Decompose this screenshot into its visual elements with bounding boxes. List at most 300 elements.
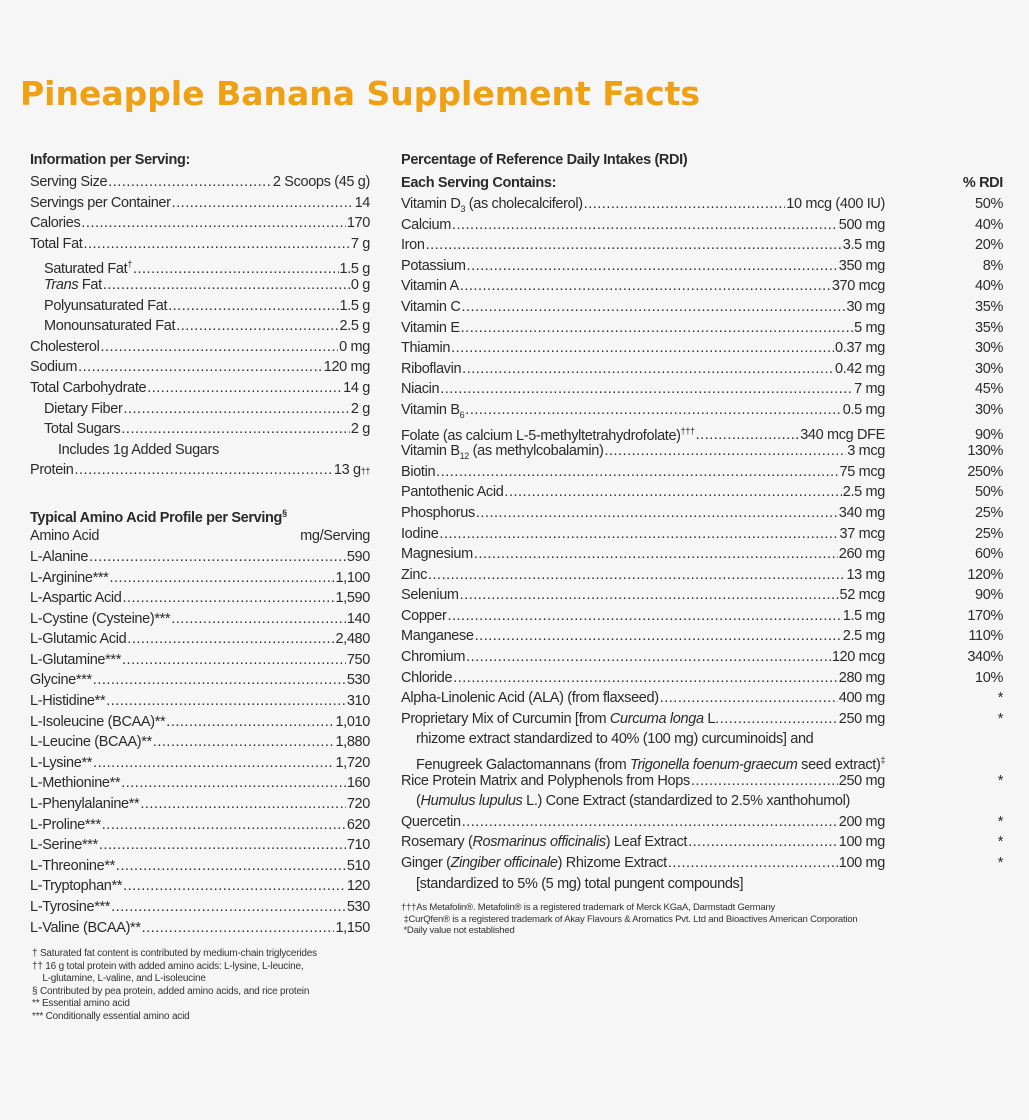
dot-leader <box>172 193 354 214</box>
label-part: L-Serine*** <box>30 837 98 854</box>
row-rdi: 30% <box>975 360 1003 377</box>
row-value: 13 mg <box>846 566 885 583</box>
row-label <box>30 753 92 774</box>
row-rdi: 250% <box>967 463 1003 480</box>
row-label <box>44 316 175 337</box>
row-label <box>401 709 719 730</box>
label-part: L-Isoleucine (BCAA)** <box>30 713 166 730</box>
row-rdi: 40% <box>975 216 1003 233</box>
amino-column-headers <box>30 525 370 547</box>
table-row <box>30 712 370 733</box>
label-part: 12 <box>459 451 469 462</box>
label-part: L-Histidine** <box>30 693 106 710</box>
row-rdi: 50% <box>975 484 1003 501</box>
label-part: Folate (as calcium L-5-methyltetrahydrofolate) <box>401 427 681 444</box>
table-row <box>30 876 370 897</box>
table-row <box>30 275 370 296</box>
dot-leader <box>474 544 838 565</box>
dot-leader <box>466 647 831 668</box>
dot-leader <box>462 359 834 380</box>
row-rdi: * <box>997 813 1003 830</box>
dot-leader <box>453 668 838 689</box>
row-value: 620 <box>346 816 370 833</box>
label-part: Zingiber officinale <box>450 855 558 871</box>
label-part: Humulus lupulus <box>420 793 523 810</box>
row-value: 590 <box>346 548 370 565</box>
label-part: (as methylcobalamin) <box>468 443 604 460</box>
table-row <box>30 753 370 774</box>
label-part: Vitamin B <box>401 401 460 418</box>
label-part: Copper <box>401 607 447 624</box>
table-row <box>401 585 1003 606</box>
label-part: Sodium <box>30 359 78 376</box>
row-rdi: * <box>997 855 1003 871</box>
right-column <box>401 150 1003 937</box>
dot-leader <box>720 709 838 730</box>
rdi-col-header: % RDI <box>962 175 1003 191</box>
label-part: ††† <box>680 425 695 436</box>
row-value: 280 mg <box>838 669 885 686</box>
label-part: Niacin <box>401 381 440 398</box>
label-part: L-Glutamine*** <box>30 651 122 668</box>
row-label <box>401 565 427 586</box>
label-part: Monounsaturated Fat <box>44 318 176 335</box>
table-row <box>401 544 1003 565</box>
row-value: 0 g <box>350 276 370 293</box>
row-label <box>401 503 475 524</box>
dot-leader <box>78 357 323 378</box>
row-label <box>401 606 446 627</box>
label-part: 6 <box>459 409 465 420</box>
table-row <box>30 213 370 234</box>
label-part: Trigonella foenum-graecum <box>630 756 798 773</box>
row-value: 2.5 mg <box>842 484 885 501</box>
label-part: 3 <box>460 203 466 214</box>
row-value: 350 mg <box>838 257 885 274</box>
row-label <box>401 524 438 545</box>
label-part: Potassium <box>401 257 466 274</box>
table-row <box>30 378 370 399</box>
label-part: L-Alanine <box>30 548 89 565</box>
label-part: seed extract) <box>797 756 881 773</box>
dot-leader <box>121 419 349 440</box>
row-label <box>30 897 110 918</box>
row-label <box>30 732 152 753</box>
row-label <box>44 419 120 440</box>
dot-leader <box>116 856 346 877</box>
row-value: 250 mg <box>838 710 885 727</box>
row-label <box>30 629 126 650</box>
row-label <box>30 357 77 378</box>
label-part: Fat <box>78 276 102 293</box>
row-label <box>30 918 141 939</box>
dot-leader <box>106 691 346 712</box>
row-label <box>44 399 122 420</box>
dot-leader <box>439 524 838 545</box>
row-value: 1,880 <box>335 734 370 751</box>
row-label <box>30 650 121 671</box>
right-footnotes <box>401 902 1003 937</box>
row-label <box>30 588 121 609</box>
label-part: Glycine*** <box>30 672 92 689</box>
dot-leader <box>93 670 346 691</box>
label-part: Total Carbohydrate <box>30 379 147 396</box>
row-value: 75 mcg <box>839 463 885 480</box>
row-value: 1,150 <box>335 919 370 936</box>
footnote: L-glutamine, L-valine, and L-isoleucine <box>32 973 206 985</box>
row-continuation <box>401 750 1003 771</box>
dot-leader <box>89 547 346 568</box>
row-label <box>401 276 459 297</box>
amino-list <box>30 547 370 938</box>
label-part: ‡ <box>880 755 886 766</box>
dot-leader <box>147 378 342 399</box>
label-part: Vitamin C <box>401 298 461 315</box>
row-value: 2.5 g <box>339 318 370 335</box>
table-row <box>401 668 1003 689</box>
label-part: L-Phenylalanine** <box>30 796 140 813</box>
row-label <box>30 234 82 255</box>
label-part: Biotin <box>401 463 436 480</box>
table-row <box>30 670 370 691</box>
label-part: Magnesium <box>401 546 473 563</box>
row-label <box>30 460 74 481</box>
rdi-subheader <box>401 172 1003 194</box>
row-label <box>401 462 435 483</box>
label-part: L-Methionine** <box>30 775 121 792</box>
dot-leader <box>122 650 346 671</box>
row-value: 2.5 mg <box>842 628 885 645</box>
table-row <box>30 650 370 671</box>
table-row <box>401 626 1003 647</box>
row-label <box>30 773 120 794</box>
dot-leader <box>108 172 272 193</box>
row-value: 710 <box>346 837 370 854</box>
table-row <box>30 460 370 481</box>
row-label <box>416 791 850 812</box>
label-part: Calories <box>30 215 81 232</box>
amino-col-name: Amino Acid <box>30 527 100 544</box>
footnote: ‡CurQfen® is a registered trademark of Akay Flavours & Aromatics Pvt. Ltd and Bioactives American Corporation <box>401 913 858 925</box>
label-part: Curcuma longa <box>609 710 704 727</box>
table-row <box>401 482 1003 503</box>
footnote: † Saturated fat content is contributed by medium-chain triglycerides <box>32 948 317 960</box>
row-value: 7 mg <box>854 381 885 398</box>
row-label <box>30 337 100 358</box>
label-part: Proprietary Mix of Curcumin [from <box>401 710 610 727</box>
table-row <box>401 276 1003 297</box>
row-label <box>30 609 170 630</box>
table-row <box>30 773 370 794</box>
label-part: Servings per Container <box>30 194 171 211</box>
label-part: (as cholecalciferol) <box>465 196 583 212</box>
row-rdi: 35% <box>975 319 1003 336</box>
label-part: Alpha-Linolenic Acid (ALA) (from flaxseed) <box>401 690 659 707</box>
row-value: 400 mg <box>838 690 885 707</box>
label-part: Vitamin B <box>401 443 460 460</box>
row-label <box>401 338 450 359</box>
table-row <box>30 254 370 278</box>
label-part: ( <box>416 793 421 810</box>
row-label <box>30 172 107 193</box>
label-part: Ginger ( <box>401 855 451 871</box>
footnote: *** Conditionally essential amino acid <box>32 1010 190 1022</box>
dot-leader <box>660 688 838 709</box>
row-label <box>30 547 88 568</box>
label-part: Vitamin E <box>401 319 460 336</box>
dot-leader <box>504 482 841 503</box>
table-row <box>30 918 370 939</box>
dot-leader <box>467 256 838 277</box>
row-label <box>401 235 425 256</box>
row-value: 10 mcg (400 IU) <box>786 196 885 212</box>
label-part: Iodine <box>401 525 439 542</box>
row-label <box>416 729 813 750</box>
row-label <box>44 275 102 296</box>
label-part: Includes 1g Added Sugars <box>58 441 219 458</box>
row-label <box>401 688 659 709</box>
table-row <box>30 897 370 918</box>
row-value: 1.5 g <box>339 261 370 278</box>
dot-leader <box>153 732 335 753</box>
row-label <box>401 626 474 647</box>
row-value: 0 mg <box>339 338 370 355</box>
left-footnotes <box>30 948 370 1023</box>
row-value: 1,590 <box>335 590 370 607</box>
row-value: 510 <box>346 857 370 874</box>
table-row <box>401 812 1003 833</box>
row-value: 30 mg <box>846 298 885 315</box>
table-row <box>401 338 1003 359</box>
row-label <box>416 874 743 895</box>
table-row <box>401 771 1003 792</box>
label-part: ) Rhizome Extract <box>557 855 667 871</box>
row-label <box>401 318 460 339</box>
table-row <box>401 256 1003 277</box>
label-part: L-Leucine (BCAA)** <box>30 734 152 751</box>
label-part: Chromium <box>401 649 466 666</box>
label-part: Trans <box>44 276 79 293</box>
dot-leader <box>688 832 838 853</box>
row-label <box>401 359 461 380</box>
row-value: 120 mcg <box>831 649 885 666</box>
row-value: 2 g <box>350 421 370 438</box>
dot-leader <box>109 568 334 589</box>
table-row <box>30 296 370 317</box>
row-rdi: * <box>997 690 1003 707</box>
label-part: Saturated Fat <box>44 261 128 278</box>
dot-leader <box>122 588 334 609</box>
table-row <box>401 709 1003 730</box>
dot-leader <box>168 296 338 317</box>
table-row <box>30 568 370 589</box>
label-part: L-Lysine** <box>30 754 93 771</box>
footnote: ** Essential amino acid <box>32 998 130 1010</box>
table-row <box>401 215 1003 236</box>
label-part: Zinc <box>401 566 427 583</box>
label-part: Fenugreek Galactomannans (from <box>416 756 631 773</box>
dot-leader <box>75 460 333 481</box>
row-rdi: 130% <box>967 443 1003 460</box>
row-value: 160 <box>346 775 370 792</box>
label-part: Serving Size <box>30 174 108 190</box>
dot-leader <box>604 441 846 462</box>
dot-leader <box>103 275 350 296</box>
table-row <box>30 316 370 337</box>
dot-leader <box>99 835 346 856</box>
row-label <box>401 771 690 792</box>
label-part: ) Leaf Extract <box>605 834 688 851</box>
amino-heading <box>30 503 370 525</box>
table-row <box>401 647 1003 668</box>
table-row <box>401 832 1003 853</box>
row-value: 13 g <box>333 462 361 479</box>
dot-leader <box>584 194 786 215</box>
label-part: Thiamin <box>401 340 451 357</box>
row-label <box>401 668 452 689</box>
table-row <box>30 794 370 815</box>
row-rdi: 120% <box>967 566 1003 583</box>
row-rdi: 50% <box>975 196 1003 212</box>
amino-heading-mark: § <box>282 507 287 518</box>
row-label <box>30 378 146 399</box>
row-value: 310 <box>346 693 370 710</box>
table-row <box>401 400 1003 421</box>
dot-leader <box>93 753 334 774</box>
table-row <box>401 318 1003 339</box>
row-value: 340 mcg DFE <box>800 427 885 444</box>
table-row <box>401 462 1003 483</box>
dot-leader <box>461 318 854 339</box>
label-part: Rosmarinus officinalis <box>472 834 606 851</box>
label-part: L-Valine (BCAA)** <box>30 919 141 936</box>
dot-leader <box>452 215 838 236</box>
dot-leader <box>166 712 334 733</box>
table-row <box>30 629 370 650</box>
row-rdi: 340% <box>967 649 1003 666</box>
page-title: Pineapple Banana Supplement Facts <box>20 74 701 113</box>
row-rdi: * <box>997 710 1003 727</box>
label-part: L-Glutamic Acid <box>30 631 127 648</box>
dot-leader <box>142 918 335 939</box>
label-part: rhizome extract standardized to 40% (100 mg) curcuminoids] and <box>416 731 814 748</box>
label-part: Vitamin D <box>401 196 461 212</box>
label-part: Chloride <box>401 669 453 686</box>
dot-leader <box>121 773 346 794</box>
row-label <box>401 585 459 606</box>
table-row <box>401 688 1003 709</box>
dot-leader <box>176 316 338 337</box>
dot-leader <box>428 565 845 586</box>
label-part: L-Tyrosine*** <box>30 899 111 915</box>
label-part: Rice Protein Matrix and Polyphenols from Hops <box>401 772 690 789</box>
row-label <box>401 379 439 400</box>
table-row <box>30 234 370 255</box>
dot-leader <box>81 213 345 234</box>
row-value: 500 mg <box>838 216 885 233</box>
row-value: 0.5 mg <box>842 401 885 418</box>
label-part: L-Arginine*** <box>30 569 109 586</box>
row-value: 340 mg <box>838 504 885 521</box>
row-value: 120 <box>346 878 370 895</box>
dot-leader <box>436 462 838 483</box>
row-value: 1,720 <box>335 754 370 771</box>
label-part: Vitamin A <box>401 278 459 295</box>
table-row <box>401 565 1003 586</box>
value-mark: †† <box>360 466 370 477</box>
label-part: L. <box>703 710 719 727</box>
row-rdi: 170% <box>967 607 1003 624</box>
row-value: 530 <box>346 672 370 689</box>
row-label <box>30 856 115 877</box>
row-value: 2 g <box>350 400 370 417</box>
row-rdi: 40% <box>975 278 1003 295</box>
row-value: 120 mg <box>323 359 370 376</box>
row-label <box>30 794 139 815</box>
dot-leader <box>440 379 853 400</box>
dot-leader <box>426 235 842 256</box>
rdi-list <box>401 194 1003 894</box>
row-label <box>30 193 171 214</box>
row-value: 530 <box>346 899 370 915</box>
table-row <box>30 547 370 568</box>
row-value: 170 <box>346 215 370 232</box>
row-label <box>30 213 80 234</box>
row-rdi: 25% <box>975 525 1003 542</box>
label-part: Polyunsaturated Fat <box>44 297 168 314</box>
row-label <box>401 297 460 318</box>
dot-leader <box>102 815 346 836</box>
row-rdi: 110% <box>968 628 1003 645</box>
row-label <box>401 482 503 503</box>
row-value: 3.5 mg <box>842 237 885 254</box>
footnote: § Contributed by pea protein, added amino acids, and rice protein <box>32 985 310 997</box>
row-value: 140 <box>346 610 370 627</box>
table-row <box>401 853 1003 874</box>
row-continuation <box>401 791 1003 812</box>
row-rdi: * <box>997 772 1003 789</box>
row-rdi: * <box>997 834 1003 851</box>
table-row <box>30 419 370 440</box>
table-row <box>401 441 1003 462</box>
table-row <box>30 609 370 630</box>
table-row <box>401 606 1003 627</box>
amino-col-amount: mg/Serving <box>300 527 370 544</box>
table-row <box>30 357 370 378</box>
label-part: Cholesterol <box>30 338 100 355</box>
table-row <box>401 297 1003 318</box>
row-label <box>30 815 101 836</box>
table-row <box>30 856 370 877</box>
row-rdi: 30% <box>975 401 1003 418</box>
row-value: 750 <box>346 651 370 668</box>
row-continuation <box>401 729 1003 750</box>
row-label <box>30 712 165 733</box>
row-label <box>44 296 167 317</box>
row-value: 100 mg <box>838 855 885 871</box>
rdi-heading: Percentage of Reference Daily Intakes (RDI) <box>401 152 688 168</box>
row-value: 720 <box>346 796 370 813</box>
row-rdi: 20% <box>975 237 1003 254</box>
row-rdi: 30% <box>975 340 1003 357</box>
table-row <box>30 440 370 461</box>
info-heading: Information per Serving: <box>30 152 190 168</box>
table-row <box>30 193 370 214</box>
dot-leader <box>83 234 349 255</box>
label-part: † <box>127 259 132 270</box>
row-value: 2,480 <box>335 631 370 648</box>
row-label <box>401 544 473 565</box>
